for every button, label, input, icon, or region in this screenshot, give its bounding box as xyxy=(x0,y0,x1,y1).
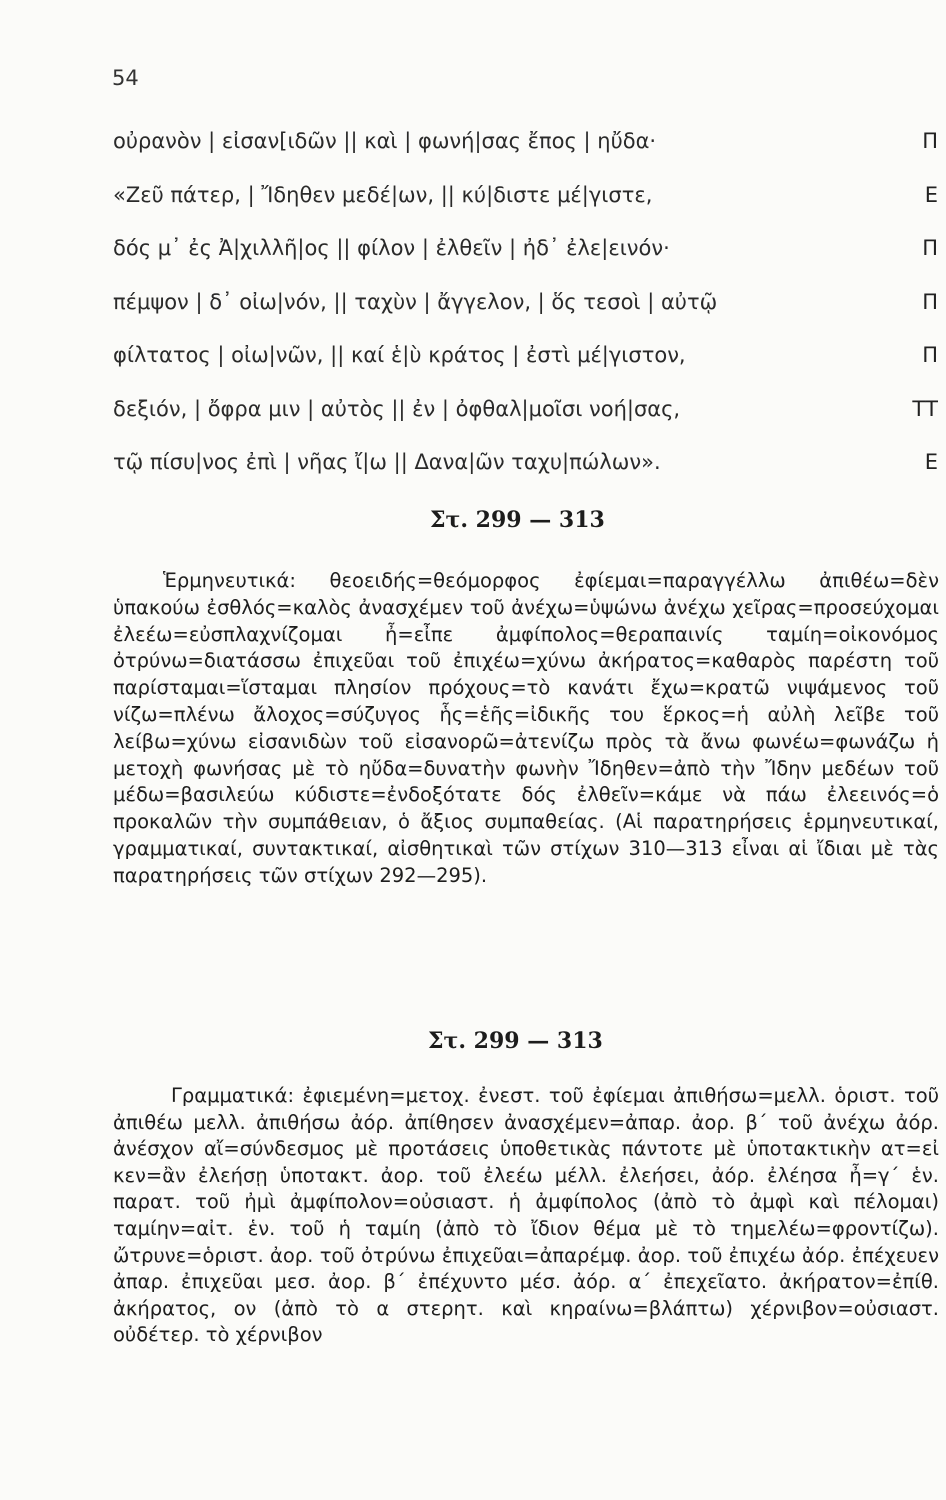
interpretive-notes: Ἑρμηνευτικά: θεοειδής=θεόμορφος ἐφίεμαι=παραγγέλλω ἀπιθέω=δὲν ὑπακούω ἐσθλός=καλὸς ἀνασχέμεν τοῦ ἀνέχω=ὑψώνω ἀνέχω χεῖρας=προσεύχομαι ἐλεέω=εὐσπλαχνίζομαι ἦ=εἶπε ἀμφίπολος=θεραπαινίς ταμίη=οἰκονόμος ὀτρύνω=διατάσσω ἐπιχεῦαι τοῦ ἐπιχέω=χύνω ἀκήρατος=καθαρὸς παρέστη τοῦ παρίσταμαι=ἵσταμαι πλησίον πρόχους=τὸ κανάτι ἔχω=κρατῶ νιψάμενος τοῦ νίζω=πλένω ἄλοχος=σύζυγος ἧς=ἑῆς=ἰδικῆς του ἕρκος=ἡ αὐλὴ λεῖβε τοῦ λείβω=χύνω εἰσανιδὼν τοῦ εἰσανορῶ=ἀτενίζω πρὸς τὰ ἄνω φωνέω=φωνάζω ἡ μετοχὴ φωνήσας μὲ τὸ ηὔδα=δυνατὴν φωνὴν Ἴδηθεν=ἀπὸ τὴν Ἴδην μεδέων τοῦ μέδω=βασιλεύω κύδιστε=ἐνδοξότατε δός ἐλθεῖν=κάμε νὰ πάω ἐλεεινός=ὁ προκαλῶν τὴν συμπάθειαν, ὁ ἄξιος συμπαθείας. (Αἱ παρατηρήσεις ἑρμηνευτικαί, γραμματικαί, συντακτικαί, αἰσθητικαὶ τῶν στίχων 310—313 εἶναι αἱ ἴδιαι μὲ τὰς παρατηρήσεις τῶν στίχων 292—295). xyxy=(113,569,939,887)
metre-mark: Ε xyxy=(924,182,938,207)
metre-mark: Π xyxy=(922,236,938,260)
verse-text: φίλτατος | οἰω|νῶν, || καί ἑ|ὺ κράτος | ἐστὶ μέ|γιστον, xyxy=(113,343,686,367)
verse-line xyxy=(113,124,946,178)
section-heading: Στ. 299 — 313 xyxy=(430,507,605,533)
metre-mark: Π xyxy=(922,343,938,367)
verse-text: δός μ᾽ ἐς Ἀ|χιλλῆ|ος || φίλον | ἐλθεῖν | ἠδ᾽ ἐλε|εινόν· xyxy=(113,236,670,260)
verse-block xyxy=(113,124,946,499)
verse-line xyxy=(113,392,946,446)
verse-line xyxy=(113,338,946,392)
verse-line xyxy=(113,445,946,499)
metre-mark: Π xyxy=(922,289,938,314)
verse-text: «Ζεῦ πάτερ, | Ἴδηθεν μεδέ|ων, || κύ|διστε μέ|γιστε, xyxy=(113,182,653,207)
grammar-notes: Γραμματικά: ἐφιεμένη=μετοχ. ἐνεστ. τοῦ ἐφίεμαι ἀπιθήσω=μελλ. ὁριστ. τοῦ ἀπιθέω μελλ. ἀπιθήσω ἀόρ. ἀπίθησεν ἀνασχέμεν=ἀπαρ. ἀορ. β΄ τοῦ ἀνέχω ἀόρ. ἀνέσχον αἴ=σύνδεσμος μὲ προτάσεις ὑποθετικὰς πάντοτε μὲ ὑποτακτικὴν ατ=εἰ κεν=ἂν ἐλεήσῃ ὑποτακτ. ἀορ. τοῦ ἐλεέω μέλλ. ἐλεήσει, ἀόρ. ἐλέησα ἦ=γ΄ ἑν. παρατ. τοῦ ἠμὶ ἀμφίπολον=οὐσιαστ. ἡ ἀμφίπολος (ἀπὸ τὸ ἀμφὶ καὶ πέλομαι) ταμίην=αἰτ. ἑν. τοῦ ἡ ταμίη (ἀπὸ τὸ ἴδιον θέμα μὲ τὸ τημελέω=φροντίζω). ὤτρυνε=ὁριστ. ἀορ. τοῦ ὀτρύνω ἐπιχεῦαι=ἀπαρέμφ. ἀορ. τοῦ ἐπιχέω ἀόρ. ἐπέχευεν ἀπαρ. ἐπιχεῦαι μεσ. ἀορ. β΄ ἐπέχυντο μέσ. ἀόρ. α΄ ἐπεχεῖατο. ἀκήρατον=ἐπίθ. ἀκήρατος, ον (ἀπὸ τὸ α στερητ. καὶ κηραίνω=βλάπτω) χέρνιβον=οὐσιαστ. οὐδέτερ. τὸ χέρνιβον xyxy=(113,1084,939,1347)
verse-text: δεξιόν, | ὄφρα μιν | αὐτὸς || ἐν | ὀφθαλ|μοῖσι νοή|σας, xyxy=(113,396,681,421)
verse-text: οὐρανὸν | εἰσαν[ιδῶν || καὶ | φωνή|σας ἔπος | ηὔδα· xyxy=(113,129,657,153)
verse-line xyxy=(113,231,946,285)
verse-text: τῷ πίσυ|νος ἐπὶ | νῆας ἴ|ω || Δανα|ῶν ταχυ|πώλων». xyxy=(113,450,661,474)
metre-mark: Ε xyxy=(924,450,938,474)
verse-text: πέμψον | δ᾽ οἰω|νόν, || ταχὺν | ἄγγελον, | ὅς τεσοὶ | αὐτῷ xyxy=(113,289,718,314)
page-number: 54 xyxy=(112,66,139,90)
verse-line xyxy=(113,178,946,232)
section-heading: Στ. 299 — 313 xyxy=(428,1028,603,1054)
metre-mark: Π xyxy=(922,129,938,153)
verse-line xyxy=(113,285,946,339)
metre-mark: ΤΤ xyxy=(912,396,938,421)
